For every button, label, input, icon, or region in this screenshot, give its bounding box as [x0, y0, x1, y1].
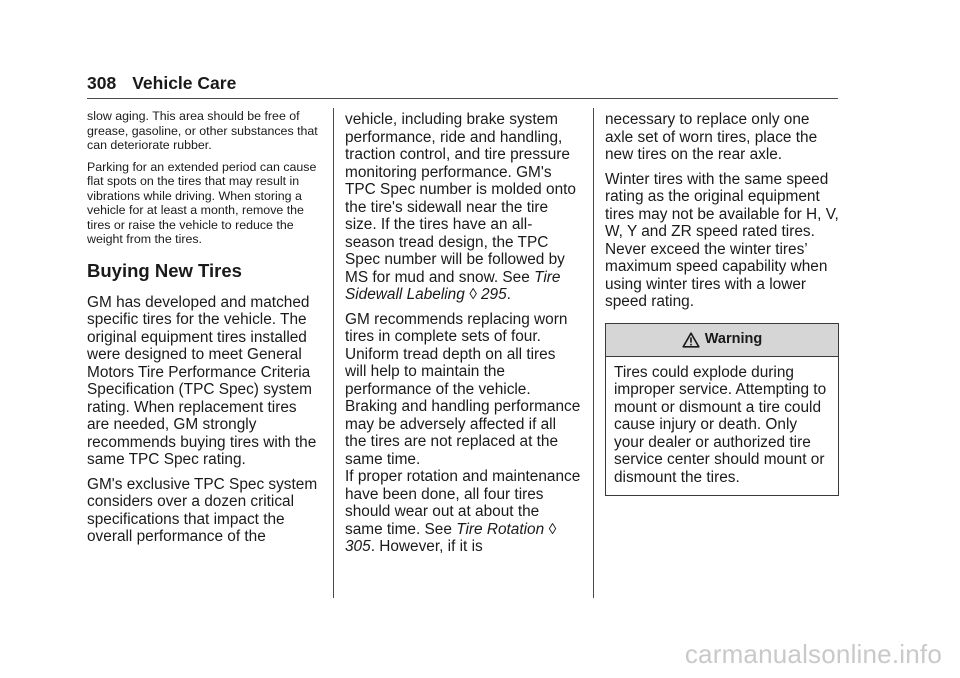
paragraph: slow aging. This area should be free of grease, gasoline, or other substances that can deteriorate rubber.: [87, 109, 318, 152]
column-1: [87, 109, 323, 553]
page-number: 308: [87, 73, 117, 93]
paragraph: necessary to replace only one axle set of worn tires, place the new tires on the rear axle.: [605, 111, 818, 163]
paragraph: GM's exclusive TPC Spec system considers over a dozen critical specifications that impact the overall performance of the: [87, 475, 318, 545]
warning-text: Tires could explode during improper service. Attempting to mount or dismount a tire could cause injury or death. Only your dealer or authorized tire service center should mount or dismount the tires.: [614, 363, 827, 486]
warning-header: [606, 324, 838, 357]
paragraph: vehicle, including brake system performance, ride and handling, traction control, and tire pressure monitoring performance. GM's TPC Spec number is molded onto the tire's sidewall near the tire size. If the tires have an all-season tread design, the TPC Spec number will be followed by MS for mud and snow. See Tire Sidewall Labeling ◊ 295.: [345, 111, 576, 303]
paragraph: Parking for an extended period can cause flat spots on the tires that may result in vibrations while driving. When storing a vehicle for at least a month, remove the tires or raise the vehicle to reduce the weight from the tires.: [87, 159, 317, 246]
column-3: [605, 111, 841, 496]
warning-box: [605, 323, 839, 497]
reference-arrow-icon: ◊: [469, 286, 477, 303]
section-title: Vehicle Care: [132, 73, 237, 93]
column-divider: [593, 108, 594, 598]
paragraph: GM has developed and matched specific tires for the vehicle. The original equipment tires installed were designed to meet General Motors Tire Performance Criteria Specification (TPC Spec) system rating. When replacement tires are needed, GM strongly recommends buying tires with the same TPC Spec rating.: [87, 293, 317, 468]
column-2: [345, 111, 581, 563]
warning-triangle-icon: [682, 332, 700, 348]
reference-arrow-icon: ◊: [548, 520, 557, 538]
warning-title: Warning: [704, 330, 763, 347]
paragraph: If proper rotation and maintenance have been done, all four tires should wear out at about the same time. See Tire Rotation ◊ 305. However, if it is: [345, 468, 581, 555]
cross-reference-link[interactable]: Tire Sidewall Labeling ◊ 295: [345, 268, 561, 303]
section-heading: Buying New Tires: [87, 259, 242, 281]
storage-notes: [87, 109, 323, 247]
paragraph: GM recommends replacing worn tires in complete sets of four. Uniform tread depth on all tires will help to maintain the performance of the vehicle. Braking and handling performance may be adversely affected if all the tires are not replaced at the same time.: [345, 310, 581, 468]
column-divider: [333, 108, 334, 598]
watermark: carmanualsonline.info: [684, 639, 942, 669]
page-header: [87, 72, 838, 99]
cross-reference-link[interactable]: Tire Rotation ◊ 305: [345, 520, 557, 555]
paragraph: Winter tires with the same speed rating as the original equipment tires may not be available for H, V, W, Y and ZR speed rated tires. Never exceed the winter tires’ maximum speed capability when using winter tires with a lower speed rating.: [605, 170, 839, 310]
